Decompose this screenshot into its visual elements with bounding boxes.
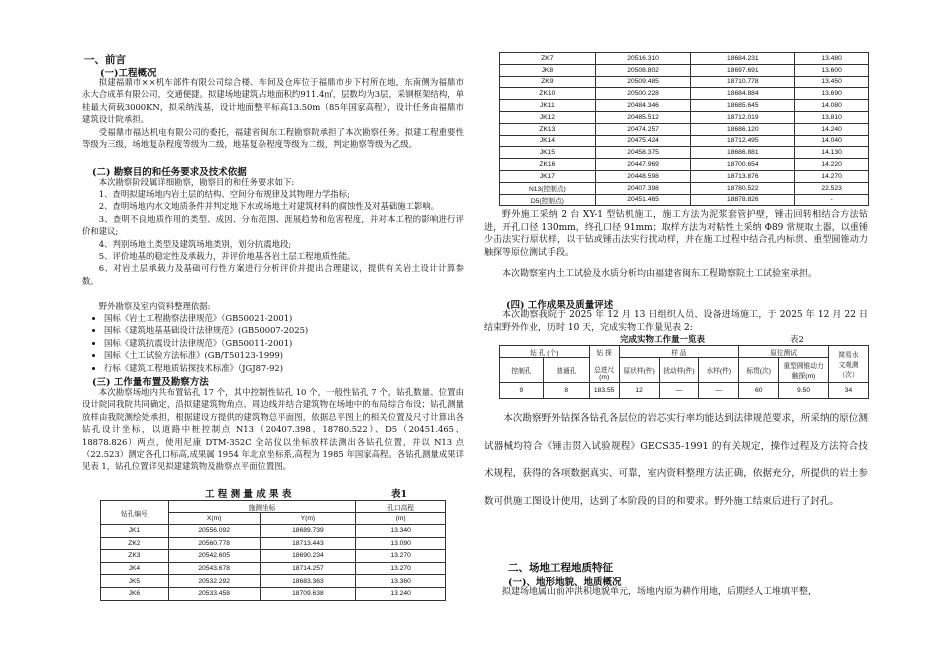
table-row bbox=[101, 587, 446, 600]
purpose-item: 3、查明不良地质作用的类型、成因、分布范围、涯展趋势和危害程度，并对本工程的影响进行评价和建议; bbox=[82, 213, 464, 237]
table2-title: 完成实物工作量一览表 bbox=[620, 335, 706, 345]
table-row bbox=[500, 64, 869, 76]
cell: 20500.228 bbox=[595, 88, 691, 100]
cell: 14.220 bbox=[795, 159, 869, 171]
workload-table-2 bbox=[499, 345, 869, 399]
cell: N13(控制点) bbox=[500, 182, 596, 194]
table-row bbox=[500, 182, 869, 194]
cell: JK1 bbox=[101, 525, 169, 538]
cell: 18714.257 bbox=[260, 562, 356, 575]
cell: 13.690 bbox=[795, 88, 869, 100]
cell: 13.600 bbox=[795, 64, 869, 76]
cell: ZK16 bbox=[500, 159, 596, 171]
col-header-water-sample: 水样(件) bbox=[699, 358, 739, 383]
cell: — bbox=[699, 383, 739, 399]
table-row bbox=[500, 135, 869, 147]
cell: 14.080 bbox=[795, 100, 869, 112]
col-header-dpt: 重型圆锥动力 触探(m) bbox=[779, 358, 829, 383]
cell: JK12 bbox=[500, 111, 596, 123]
basis-intro: 野外勘察及室内资料整理依据: bbox=[98, 301, 211, 311]
reference-item: • 国标《建筑地基基础设计法律规范》(GB50007-2025) bbox=[104, 324, 464, 336]
table-row bbox=[500, 100, 869, 112]
cell: 13.480 bbox=[795, 53, 869, 65]
cell: 18689.739 bbox=[260, 525, 356, 538]
subsection-title-overview: (一)工程概况 bbox=[100, 68, 157, 79]
cell: ZK9 bbox=[500, 76, 596, 88]
cell: 183.55 bbox=[589, 383, 619, 399]
col-header-coord: 施测坐标 bbox=[168, 501, 355, 513]
cell: 20532.292 bbox=[168, 575, 260, 588]
cell: JK17 bbox=[500, 170, 596, 182]
purpose-item: 1、查明拟建场地内岩土层的结构、空间分布规律及其物理力学指标; bbox=[98, 189, 350, 199]
subsection-title-workload: (三) 工作量布置及勘察方法 bbox=[92, 377, 209, 388]
subsection-title-terrain: (一)、地形地貌、地质概况 bbox=[508, 577, 622, 588]
col-header-x: X(m) bbox=[168, 513, 260, 525]
subsection-title-purpose: (二) 勘察目的和任务要求及技术依据 bbox=[92, 167, 247, 178]
col-header-control: 控制孔 bbox=[500, 358, 544, 383]
cell: 20560.778 bbox=[168, 537, 260, 550]
cell: JK5 bbox=[101, 575, 169, 588]
purpose-list bbox=[82, 188, 464, 287]
cell: 20516.310 bbox=[595, 53, 691, 65]
purpose-item: 5、评价地基的稳定性及承载力，并评价地基各岩土层工程地质性能。 bbox=[98, 251, 356, 262]
cell: 14.240 bbox=[795, 123, 869, 135]
table-row bbox=[101, 537, 446, 550]
cell: 13.360 bbox=[356, 575, 446, 588]
cell: 20543.678 bbox=[168, 562, 260, 575]
purpose-item: 6、对岩土层承载力及基础可行性方案进行分析评价并提出合理建议，提供有关岩土设计计算参数。 bbox=[82, 263, 464, 286]
col-header-elev-unit: (m) bbox=[356, 513, 446, 525]
cell: 20509.485 bbox=[595, 76, 691, 88]
cell: ZK2 bbox=[101, 537, 169, 550]
cell: 13.450 bbox=[795, 76, 869, 88]
cell: JK4 bbox=[101, 562, 169, 575]
table-row bbox=[500, 123, 869, 135]
col-header-footage: 钻 探 总进尺(m) bbox=[589, 346, 619, 383]
quality-paragraph: 本次勘察野外钻探各钻孔各层位的岩芯实行率均能达到法律规范要求，所采纳的原位测试器械均符合《锤击贯入试验规程》GECS35-1991 的有关规定，操作过程及方法符合技术规程，获得的各项数据真实、可靠，室内资料整理方法正确，依据充分，所提供的岩土参数可供施工图设计使用，达到了本阶段的目的和要求。野外施工结束后进行了封孔。 bbox=[484, 413, 868, 507]
col-header-general: 普通孔 bbox=[543, 358, 589, 383]
cell: 13.240 bbox=[356, 587, 446, 600]
col-header-disturbed: 扰动样(件) bbox=[659, 358, 699, 383]
cell: 9 bbox=[500, 383, 544, 399]
table-row bbox=[101, 525, 446, 538]
overview-paragraph-2: 受福鼎市福达机电有限公司的委托，福建省闽东工程勘察院承担了本次勘察任务。拟建工程重要性等级为三级，场地复杂程度等级为二级，地基复杂程度等级为二级，判定勘察等级为乙级。 bbox=[82, 127, 464, 150]
cell: 18712.019 bbox=[691, 111, 795, 123]
cell: 18686.120 bbox=[691, 123, 795, 135]
cell: 20556.092 bbox=[168, 525, 260, 538]
cell: 18684.884 bbox=[691, 88, 795, 100]
workload-paragraph: 本次勘察场地内共布置钻孔 17 个，其中控制性钻孔 10 个，一般性钻孔 7 个，钻孔数量、位置由设计院同我院共同确定，沿拟建建筑物角点、周边线并结合建筑物在场地中的布局综合布设；钻孔测量放样由我院测绘处承担，根据建设方提供的建筑物总平面图，依据总平图上的相关位置及尺寸计算出各钻孔设计坐标，以道路中桩控制点 N13（20407.398、18780.522）、D5（20451.465、18878.826）两点，使用尼康 DTM-352C 全站仪以坐标放样法测出各钻孔位置，并以 N13 点（22.523）测定各孔口标高,成果属 1954 年北京坐标系,高程为 1985 年国家高程。各钻孔测量成果详见表 1，钻孔位置详见拟建建筑物及勘察点平面位置图。 bbox=[82, 387, 464, 472]
cell: 18710.778 bbox=[691, 76, 795, 88]
reference-item: • 国标《土工试验方法标准》(GB/T50123-1999) bbox=[104, 349, 464, 361]
cell: 13.090 bbox=[356, 537, 446, 550]
col-header-insitu: 原位测试 bbox=[739, 346, 829, 358]
cell: 20474.257 bbox=[595, 123, 691, 135]
lab-paragraph: 本次勘察室内土工试验及水质分析均由福建省闽东工程勘察院土工试验室承担。 bbox=[502, 269, 818, 279]
survey-table-1 bbox=[100, 500, 446, 601]
cell: 20542.605 bbox=[168, 550, 260, 563]
cell: 18683.363 bbox=[260, 575, 356, 588]
col-header-y: Y(m) bbox=[260, 513, 356, 525]
cell: 18700.654 bbox=[691, 159, 795, 171]
cell: ZK10 bbox=[500, 88, 596, 100]
cell: 60 bbox=[739, 383, 779, 399]
col-header-elev: 孔口高程 bbox=[356, 501, 446, 513]
table-row bbox=[500, 147, 869, 159]
reference-item: • 国标《建筑抗震设计法律规范》（GB50011-2001) bbox=[104, 337, 464, 349]
cell: 20485.512 bbox=[595, 111, 691, 123]
table1-title: 工 程 测 量 成 果 表 bbox=[205, 489, 292, 500]
cell: 9.50 bbox=[779, 383, 829, 399]
cell: 20407.398 bbox=[595, 182, 691, 194]
cell: 20484.346 bbox=[595, 100, 691, 112]
survey-table-1-continued bbox=[499, 52, 869, 206]
col-header-water: 简易水 文观测 （次） bbox=[828, 346, 868, 383]
subsection-title-results: (四) 工作成果及质量评述 bbox=[506, 300, 614, 311]
cell: 14.130 bbox=[795, 147, 869, 159]
table-row bbox=[101, 550, 446, 563]
terrain-paragraph: 拟建场地属山前冲洪积地貌单元，场地内原为耕作用地，后期经人工堆填平整， bbox=[502, 587, 818, 597]
table-row bbox=[500, 53, 869, 65]
cell: 13.270 bbox=[356, 550, 446, 563]
cell: ZK13 bbox=[500, 123, 596, 135]
cell: 18713.876 bbox=[691, 170, 795, 182]
col-header-id: 钻孔编号 bbox=[101, 501, 169, 525]
cell: 13.270 bbox=[356, 562, 446, 575]
reference-item: • 国标《岩土工程勘察法律规范》（GB50021-2001) bbox=[104, 312, 464, 324]
cell: 20451.465 bbox=[595, 194, 691, 206]
cell: 20448.598 bbox=[595, 170, 691, 182]
cell: — bbox=[659, 383, 699, 399]
results-paragraph: 本次勘察我院于 2025 年 12 月 13 日组织人员、设备进场施工，于 2025 年 12 月 22 日结束野外作业，历时 10 天，完成实物工作量见表 2: bbox=[484, 310, 868, 333]
cell: 18684.231 bbox=[691, 53, 795, 65]
table-row bbox=[500, 170, 869, 182]
col-header-drill: 钻 孔 (个) bbox=[500, 346, 590, 358]
drilling-paragraph: 野外施工采纳 2 台 XY-1 型钻机施工，施工方法为泥浆套管护壁，锤击回转相结合方法钻进，开孔口径 130mm，终孔口径 91mm；取样方法为对粘性土采纳 Φ89 常规取土器，以重锤少击法实行原状样，以干钻或锤击法实行扰动样，并在施工过程中结合孔内标贯、重型圆锥动力触探等原位测试手段。 bbox=[484, 210, 868, 258]
cell: 8 bbox=[543, 383, 589, 399]
cell: 18712.495 bbox=[691, 135, 795, 147]
purpose-item: 4、判别场地土类型及建筑场地类别，划分抗震地段; bbox=[98, 238, 292, 249]
cell: 18780.522 bbox=[691, 182, 795, 194]
cell: ZK3 bbox=[101, 550, 169, 563]
col-header-undisturbed: 原状样(件) bbox=[619, 358, 659, 383]
section-title-geology: 二、场地工程地质特征 bbox=[508, 562, 613, 574]
cell: 20458.375 bbox=[595, 147, 691, 159]
cell: D5(控制点) bbox=[500, 194, 596, 206]
table-row bbox=[500, 194, 869, 206]
table-row bbox=[500, 76, 869, 88]
cell: JK11 bbox=[500, 100, 596, 112]
cell: 12 bbox=[619, 383, 659, 399]
table2-number: 表2 bbox=[790, 335, 804, 345]
cell: - bbox=[795, 194, 869, 206]
cell: 13.810 bbox=[795, 111, 869, 123]
table-row bbox=[500, 159, 869, 171]
table-row bbox=[101, 562, 446, 575]
section-title-preface: 一、前言 bbox=[84, 54, 126, 66]
table-row bbox=[500, 111, 869, 123]
table1-number: 表1 bbox=[391, 489, 408, 500]
cell: 18713.443 bbox=[260, 537, 356, 550]
table-row bbox=[500, 88, 869, 100]
cell: 14.270 bbox=[795, 170, 869, 182]
cell: 13.340 bbox=[356, 525, 446, 538]
cell: 18709.638 bbox=[260, 587, 356, 600]
reference-list bbox=[82, 312, 464, 374]
cell: 18878.826 bbox=[691, 194, 795, 206]
cell: JK14 bbox=[500, 135, 596, 147]
cell: 18690.234 bbox=[260, 550, 356, 563]
col-header-samples: 样 品 bbox=[619, 346, 739, 358]
cell: 18697.691 bbox=[691, 64, 795, 76]
cell: 34 bbox=[828, 383, 868, 399]
cell: 20447.969 bbox=[595, 159, 691, 171]
overview-paragraph-1: 拟建福鼎市××机车部件有限公司综合楼、车间及仓库位于福鼎市步下村所在地，东南侧为福鼎市永大合成革有限公司，交通便捷。拟建场地建筑占地面积约911.4㎡，层数均为3层，采钢框架结构，单桂最大荷载3000KN，拟采纳浅基，设计地面整平标高13.50m（85年国家高程），设计任务由福鼎市建筑设计院承担。 bbox=[82, 77, 464, 125]
cell: 18686.881 bbox=[691, 147, 795, 159]
col-header-spt: 标贯(次) bbox=[739, 358, 779, 383]
reference-item: • 行标《建筑工程地质钻探技术标准》（JGJ87-92) bbox=[104, 362, 464, 374]
table-row bbox=[101, 575, 446, 588]
cell: JK15 bbox=[500, 147, 596, 159]
cell: ZK7 bbox=[500, 53, 596, 65]
cell: 18685.645 bbox=[691, 100, 795, 112]
cell: 20475.424 bbox=[595, 135, 691, 147]
cell: 20508.802 bbox=[595, 64, 691, 76]
cell: 22.523 bbox=[795, 182, 869, 194]
purpose-item: 2、查明场地内水文地质条件并判定地下水或场地土对建筑材料的腐蚀性及对基础施工影响。 bbox=[98, 201, 440, 212]
cell: JK8 bbox=[500, 64, 596, 76]
cell: 20533.458 bbox=[168, 587, 260, 600]
cell: 14.040 bbox=[795, 135, 869, 147]
table-row bbox=[500, 383, 869, 399]
cell: JK6 bbox=[101, 587, 169, 600]
purpose-intro: 本次勘察阶段属详细勘察，勘察目的和任务要求如下: bbox=[98, 177, 295, 187]
